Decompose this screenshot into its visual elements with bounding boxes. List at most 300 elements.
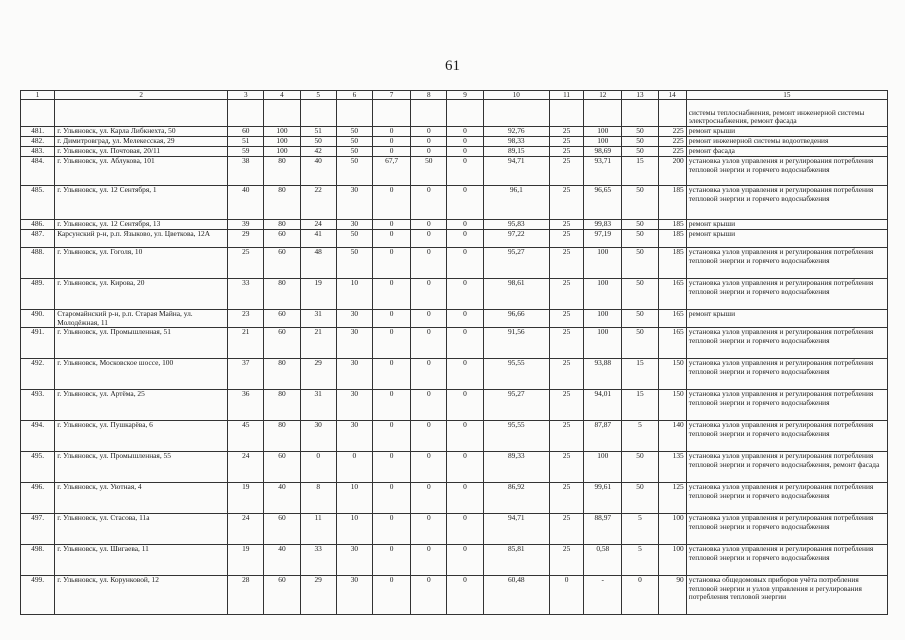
- work-type-cell: установка узлов управления и регулирования потребления тепловой энергии и горячего водоснабжения: [686, 545, 887, 576]
- col-3-cell: 37: [228, 359, 264, 390]
- col-5-cell: 40: [300, 157, 336, 186]
- row-number-cell: 491.: [21, 328, 55, 359]
- column-header-14: 14: [658, 91, 686, 100]
- col-14-total-cell: 165: [658, 328, 686, 359]
- col-13-cell: 50: [622, 220, 658, 230]
- col-5-cell: 33: [300, 545, 336, 576]
- col-13-cell: 15: [622, 359, 658, 390]
- col-5-cell: 50: [300, 137, 336, 147]
- col-4-cell: 80: [264, 220, 300, 230]
- col-8-cell: 0: [411, 220, 447, 230]
- column-header-4: 4: [264, 91, 300, 100]
- col-8-cell: 0: [411, 545, 447, 576]
- col-7-cell: 0: [372, 545, 410, 576]
- col-8-cell: 0: [411, 127, 447, 137]
- col-7-cell: 0: [372, 328, 410, 359]
- col-9-cell: 0: [447, 279, 483, 310]
- col-13-cell: 50: [622, 452, 658, 483]
- table-row: [21, 545, 888, 576]
- work-type-cell: установка узлов управления и регулирования потребления тепловой энергии и горячего водоснабжения: [686, 279, 887, 310]
- col-11-cell: 25: [549, 545, 583, 576]
- col-14-total-cell: 185: [658, 186, 686, 220]
- col-6-cell: 50: [336, 147, 372, 157]
- col-11-cell: 25: [549, 514, 583, 545]
- col-9-cell: 0: [447, 127, 483, 137]
- col-13-cell: 50: [622, 186, 658, 220]
- row-number-cell: 487.: [21, 230, 55, 248]
- col-11-cell: 25: [549, 310, 583, 328]
- col-6-cell: 50: [336, 137, 372, 147]
- col-10-cell: 98,33: [483, 137, 549, 147]
- col-10-cell: 86,92: [483, 483, 549, 514]
- col-12-cell: 100: [584, 310, 622, 328]
- row-number-cell: 496.: [21, 483, 55, 514]
- col-10-cell: 95,55: [483, 359, 549, 390]
- column-header-6: 6: [336, 91, 372, 100]
- col-4-cell: 60: [264, 230, 300, 248]
- col-3-cell: 23: [228, 310, 264, 328]
- col-12-cell: 98,69: [584, 147, 622, 157]
- col-8-cell: 0: [411, 421, 447, 452]
- col-5-cell: 51: [300, 127, 336, 137]
- work-type-cell: установка узлов управления и регулирования потребления тепловой энергии и горячего водоснабжения: [686, 328, 887, 359]
- address-cell: г. Ульяновск, ул. Промышленная, 55: [55, 452, 228, 483]
- work-type-cell: ремонт крыши: [686, 220, 887, 230]
- work-type-cell: установка общедомовых приборов учёта потребления тепловой энергии и узлов управления и регулирования потребления тепловой энергии: [686, 576, 887, 615]
- table-row: [21, 483, 888, 514]
- col-7-cell: 0: [372, 359, 410, 390]
- col-13-cell: 5: [622, 514, 658, 545]
- col-5-cell: 24: [300, 220, 336, 230]
- address-cell: г. Ульяновск, ул. Карла Либкнехта, 50: [55, 127, 228, 137]
- col-5-cell: 30: [300, 421, 336, 452]
- col-10-cell: 91,56: [483, 328, 549, 359]
- col-13-cell: 50: [622, 310, 658, 328]
- column-header-12: 12: [584, 91, 622, 100]
- col-14-total-cell: 100: [658, 545, 686, 576]
- col-9-cell: 0: [447, 576, 483, 615]
- col-10-cell: 96,66: [483, 310, 549, 328]
- col-12-cell: 96,65: [584, 186, 622, 220]
- row-number-cell: 497.: [21, 514, 55, 545]
- table-row: [21, 147, 888, 157]
- col-11-cell: 25: [549, 328, 583, 359]
- col-11-cell: 25: [549, 137, 583, 147]
- col-8-cell: 0: [411, 514, 447, 545]
- col-14-total-cell: 225: [658, 147, 686, 157]
- table-row: [21, 421, 888, 452]
- col-10-cell: 89,15: [483, 147, 549, 157]
- col-10-cell: 94,71: [483, 514, 549, 545]
- col-12-cell: 100: [584, 248, 622, 279]
- col-8-cell: 0: [411, 359, 447, 390]
- table-row: [21, 220, 888, 230]
- col-3-cell: 59: [228, 147, 264, 157]
- address-cell: г. Ульяновск, ул. Шигаева, 11: [55, 545, 228, 576]
- table-row: [21, 576, 888, 615]
- col-11-cell: 0: [549, 576, 583, 615]
- col-4-cell: 60: [264, 452, 300, 483]
- col-6-cell: 30: [336, 220, 372, 230]
- col-10-cell: 85,81: [483, 545, 549, 576]
- col-10-cell: 95,55: [483, 421, 549, 452]
- table-row: [21, 127, 888, 137]
- col-4-cell: 80: [264, 421, 300, 452]
- col-14-total-cell: 225: [658, 127, 686, 137]
- col-6-cell: 30: [336, 359, 372, 390]
- header-row: [21, 91, 888, 100]
- col-10-cell: 94,71: [483, 157, 549, 186]
- col-6-cell: 10: [336, 483, 372, 514]
- col-9-cell: 0: [447, 452, 483, 483]
- col-5-cell: 42: [300, 147, 336, 157]
- col-4-cell: 60: [264, 310, 300, 328]
- col-10-cell: 96,1: [483, 186, 549, 220]
- address-cell: г. Ульяновск, ул. Стасова, 11а: [55, 514, 228, 545]
- table-row: [21, 390, 888, 421]
- col-12-cell: 99,61: [584, 483, 622, 514]
- column-header-9: 9: [447, 91, 483, 100]
- col-8-cell: 0: [411, 137, 447, 147]
- col-11-cell: 25: [549, 452, 583, 483]
- col-3-cell: 21: [228, 328, 264, 359]
- col-3-cell: 25: [228, 248, 264, 279]
- col-9-cell: 0: [447, 545, 483, 576]
- row-number-cell: 490.: [21, 310, 55, 328]
- table-row: [21, 186, 888, 220]
- work-type-cell: ремонт крыши: [686, 230, 887, 248]
- col-8-cell: 0: [411, 230, 447, 248]
- row-number-cell: 482.: [21, 137, 55, 147]
- col-7-cell: 0: [372, 310, 410, 328]
- row-number-cell: 492.: [21, 359, 55, 390]
- col-12-cell: 97,19: [584, 230, 622, 248]
- col-6-cell: 30: [336, 310, 372, 328]
- col-12-cell: 87,87: [584, 421, 622, 452]
- col-11-cell: 25: [549, 186, 583, 220]
- col-12-cell: 88,97: [584, 514, 622, 545]
- col-7-cell: 0: [372, 452, 410, 483]
- col-13-cell: 15: [622, 390, 658, 421]
- col-12-cell: 94,01: [584, 390, 622, 421]
- row-number-cell: 494.: [21, 421, 55, 452]
- address-cell: г. Ульяновск, ул. Аблукова, 101: [55, 157, 228, 186]
- col-3-cell: 28: [228, 576, 264, 615]
- col-11-cell: 25: [549, 390, 583, 421]
- col-8-cell: 0: [411, 390, 447, 421]
- col-13-cell: 5: [622, 421, 658, 452]
- col-14-total-cell: 150: [658, 390, 686, 421]
- col-7-cell: 0: [372, 186, 410, 220]
- col-11-cell: 25: [549, 248, 583, 279]
- col-6-cell: 30: [336, 186, 372, 220]
- col-11-cell: 25: [549, 230, 583, 248]
- col-8-cell: 0: [411, 328, 447, 359]
- row-number-cell: 489.: [21, 279, 55, 310]
- col-14-total-cell: 90: [658, 576, 686, 615]
- work-type-cell: ремонт крыши: [686, 310, 887, 328]
- col-3-cell: 29: [228, 230, 264, 248]
- col-13-cell: 15: [622, 157, 658, 186]
- col-6-cell: 30: [336, 421, 372, 452]
- col-7-cell: 0: [372, 279, 410, 310]
- address-cell: г. Ульяновск, ул. Артёма, 25: [55, 390, 228, 421]
- row-number-cell: 484.: [21, 157, 55, 186]
- col-8-cell: 0: [411, 186, 447, 220]
- col-14-total-cell: 150: [658, 359, 686, 390]
- col-9-cell: 0: [447, 186, 483, 220]
- col-6-cell: 30: [336, 390, 372, 421]
- col-3-cell: 40: [228, 186, 264, 220]
- address-cell: г. Ульяновск, ул. Уютная, 4: [55, 483, 228, 514]
- col-8-cell: 0: [411, 310, 447, 328]
- col-4-cell: 80: [264, 390, 300, 421]
- col-5-cell: 31: [300, 390, 336, 421]
- address-cell: г. Димитровград, ул. Мелекесская, 29: [55, 137, 228, 147]
- col-4-cell: 40: [264, 545, 300, 576]
- continuation-row: [21, 100, 888, 127]
- col-6-cell: 10: [336, 279, 372, 310]
- col-12-cell: 99,83: [584, 220, 622, 230]
- col-4-cell: 80: [264, 359, 300, 390]
- work-type-cell: установка узлов управления и регулирования потребления тепловой энергии и горячего водоснабжения: [686, 248, 887, 279]
- col-3-cell: 19: [228, 545, 264, 576]
- col-14-total-cell: 200: [658, 157, 686, 186]
- row-number-cell: 495.: [21, 452, 55, 483]
- col-5-cell: 0: [300, 452, 336, 483]
- col-10-cell: 60,48: [483, 576, 549, 615]
- col-7-cell: 0: [372, 220, 410, 230]
- col-7-cell: 0: [372, 230, 410, 248]
- column-header-15: 15: [686, 91, 887, 100]
- col-12-cell: 0,58: [584, 545, 622, 576]
- column-header-13: 13: [622, 91, 658, 100]
- address-cell: г. Ульяновск, Московское шоссе, 100: [55, 359, 228, 390]
- col-5-cell: 19: [300, 279, 336, 310]
- col-3-cell: 45: [228, 421, 264, 452]
- table-row: [21, 310, 888, 328]
- table-row: [21, 359, 888, 390]
- col-14-total-cell: 165: [658, 279, 686, 310]
- column-header-2: 2: [55, 91, 228, 100]
- table-row: [21, 514, 888, 545]
- address-cell: г. Ульяновск, ул. Корунковой, 12: [55, 576, 228, 615]
- table-row: [21, 328, 888, 359]
- column-header-3: 3: [228, 91, 264, 100]
- col-5-cell: 29: [300, 576, 336, 615]
- col-9-cell: 0: [447, 220, 483, 230]
- col-5-cell: 41: [300, 230, 336, 248]
- col-12-cell: 100: [584, 137, 622, 147]
- col-13-cell: 5: [622, 545, 658, 576]
- col-7-cell: 0: [372, 576, 410, 615]
- col-5-cell: 31: [300, 310, 336, 328]
- col-5-cell: 11: [300, 514, 336, 545]
- col-8-cell: 0: [411, 147, 447, 157]
- col-4-cell: 80: [264, 279, 300, 310]
- col-6-cell: 50: [336, 248, 372, 279]
- col-13-cell: 50: [622, 328, 658, 359]
- col-6-cell: 50: [336, 127, 372, 137]
- col-13-cell: 50: [622, 230, 658, 248]
- col-9-cell: 0: [447, 390, 483, 421]
- col-12-cell: 93,88: [584, 359, 622, 390]
- col-4-cell: 100: [264, 137, 300, 147]
- work-type-cell: установка узлов управления и регулирования потребления тепловой энергии и горячего водоснабжения: [686, 514, 887, 545]
- col-8-cell: 50: [411, 157, 447, 186]
- col-13-cell: 50: [622, 137, 658, 147]
- col-7-cell: 0: [372, 248, 410, 279]
- col-11-cell: 25: [549, 421, 583, 452]
- work-type-cell: ремонт крыши: [686, 127, 887, 137]
- work-type-cell: установка узлов управления и регулирования потребления тепловой энергии и горячего водоснабжения, ремонт фасада: [686, 452, 887, 483]
- address-cell: Старомайнский р-н, р.п. Старая Майна, ул. Молодёжная, 11: [55, 310, 228, 328]
- col-11-cell: 25: [549, 157, 583, 186]
- col-10-cell: 92,76: [483, 127, 549, 137]
- col-13-cell: 50: [622, 279, 658, 310]
- col-8-cell: 0: [411, 248, 447, 279]
- row-number-cell: 485.: [21, 186, 55, 220]
- col-14-total-cell: 225: [658, 137, 686, 147]
- col-9-cell: 0: [447, 310, 483, 328]
- col-12-cell: -: [584, 576, 622, 615]
- col-8-cell: 0: [411, 279, 447, 310]
- col-14-total-cell: 140: [658, 421, 686, 452]
- col-11-cell: 25: [549, 359, 583, 390]
- address-cell: г. Ульяновск, ул. Гоголя, 10: [55, 248, 228, 279]
- table-row: [21, 137, 888, 147]
- col-8-cell: 0: [411, 483, 447, 514]
- col-7-cell: 0: [372, 421, 410, 452]
- row-number-cell: 488.: [21, 248, 55, 279]
- col-10-cell: 97,22: [483, 230, 549, 248]
- col-14-total-cell: 135: [658, 452, 686, 483]
- row-number-cell: 498.: [21, 545, 55, 576]
- col-9-cell: 0: [447, 359, 483, 390]
- col-6-cell: 50: [336, 157, 372, 186]
- work-type-cell: ремонт фасада: [686, 147, 887, 157]
- address-cell: г. Ульяновск, ул. Кирова, 20: [55, 279, 228, 310]
- table-row: [21, 279, 888, 310]
- col-3-cell: 60: [228, 127, 264, 137]
- col-12-cell: 100: [584, 127, 622, 137]
- table-row: [21, 452, 888, 483]
- work-type-cell: ремонт инженерной системы водоотведения: [686, 137, 887, 147]
- col-14-total-cell: 165: [658, 310, 686, 328]
- col-5-cell: 48: [300, 248, 336, 279]
- address-cell: г. Ульяновск, ул. 12 Сентября, 13: [55, 220, 228, 230]
- col-4-cell: 60: [264, 514, 300, 545]
- row-number-cell: 486.: [21, 220, 55, 230]
- col-3-cell: 36: [228, 390, 264, 421]
- col-4-cell: 100: [264, 147, 300, 157]
- col-6-cell: 30: [336, 576, 372, 615]
- row-number-cell: 493.: [21, 390, 55, 421]
- col-13-cell: 50: [622, 248, 658, 279]
- column-header-5: 5: [300, 91, 336, 100]
- work-type-cell: установка узлов управления и регулирования потребления тепловой энергии и горячего водоснабжения: [686, 186, 887, 220]
- work-type-cell: установка узлов управления и регулирования потребления тепловой энергии и горячего водоснабжения: [686, 157, 887, 186]
- continuation-work-cell: системы теплоснабжения, ремонт инженерной системы электроснабжения, ремонт фасада: [686, 100, 887, 127]
- column-header-7: 7: [372, 91, 410, 100]
- col-9-cell: 0: [447, 514, 483, 545]
- col-9-cell: 0: [447, 137, 483, 147]
- col-4-cell: 80: [264, 157, 300, 186]
- col-11-cell: 25: [549, 220, 583, 230]
- row-number-cell: 483.: [21, 147, 55, 157]
- col-14-total-cell: 125: [658, 483, 686, 514]
- column-header-10: 10: [483, 91, 549, 100]
- col-10-cell: 98,61: [483, 279, 549, 310]
- table-row: [21, 248, 888, 279]
- col-10-cell: 89,33: [483, 452, 549, 483]
- col-11-cell: 25: [549, 279, 583, 310]
- col-9-cell: 0: [447, 483, 483, 514]
- col-4-cell: 60: [264, 328, 300, 359]
- col-4-cell: 40: [264, 483, 300, 514]
- col-10-cell: 95,27: [483, 390, 549, 421]
- work-type-cell: установка узлов управления и регулирования потребления тепловой энергии и горячего водоснабжения: [686, 359, 887, 390]
- row-number-cell: 499.: [21, 576, 55, 615]
- col-13-cell: 50: [622, 147, 658, 157]
- col-9-cell: 0: [447, 147, 483, 157]
- col-4-cell: 100: [264, 127, 300, 137]
- col-9-cell: 0: [447, 157, 483, 186]
- col-6-cell: 30: [336, 545, 372, 576]
- col-10-cell: 95,27: [483, 248, 549, 279]
- page-number: 61: [445, 58, 460, 74]
- col-7-cell: 0: [372, 147, 410, 157]
- col-6-cell: 10: [336, 514, 372, 545]
- col-3-cell: 39: [228, 220, 264, 230]
- col-3-cell: 19: [228, 483, 264, 514]
- col-4-cell: 60: [264, 576, 300, 615]
- column-header-1: 1: [21, 91, 55, 100]
- col-14-total-cell: 100: [658, 514, 686, 545]
- col-11-cell: 25: [549, 147, 583, 157]
- col-4-cell: 80: [264, 186, 300, 220]
- col-8-cell: 0: [411, 576, 447, 615]
- col-14-total-cell: 185: [658, 220, 686, 230]
- col-12-cell: 100: [584, 279, 622, 310]
- col-9-cell: 0: [447, 230, 483, 248]
- col-7-cell: 0: [372, 390, 410, 421]
- address-cell: г. Ульяновск, ул. Почтовая, 20/11: [55, 147, 228, 157]
- col-3-cell: 51: [228, 137, 264, 147]
- col-6-cell: 30: [336, 328, 372, 359]
- col-12-cell: 93,71: [584, 157, 622, 186]
- col-5-cell: 21: [300, 328, 336, 359]
- table-row: [21, 157, 888, 186]
- col-4-cell: 60: [264, 248, 300, 279]
- col-9-cell: 0: [447, 328, 483, 359]
- col-7-cell: 0: [372, 127, 410, 137]
- col-11-cell: 25: [549, 127, 583, 137]
- col-6-cell: 0: [336, 452, 372, 483]
- register-table: [20, 90, 888, 615]
- col-10-cell: 95,83: [483, 220, 549, 230]
- column-header-8: 8: [411, 91, 447, 100]
- col-8-cell: 0: [411, 452, 447, 483]
- col-13-cell: 0: [622, 576, 658, 615]
- work-type-cell: установка узлов управления и регулирования потребления тепловой энергии и горячего водоснабжения: [686, 390, 887, 421]
- col-5-cell: 22: [300, 186, 336, 220]
- column-header-11: 11: [549, 91, 583, 100]
- work-type-cell: установка узлов управления и регулирования потребления тепловой энергии и горячего водоснабжения: [686, 483, 887, 514]
- col-3-cell: 33: [228, 279, 264, 310]
- col-14-total-cell: 185: [658, 230, 686, 248]
- col-7-cell: 0: [372, 483, 410, 514]
